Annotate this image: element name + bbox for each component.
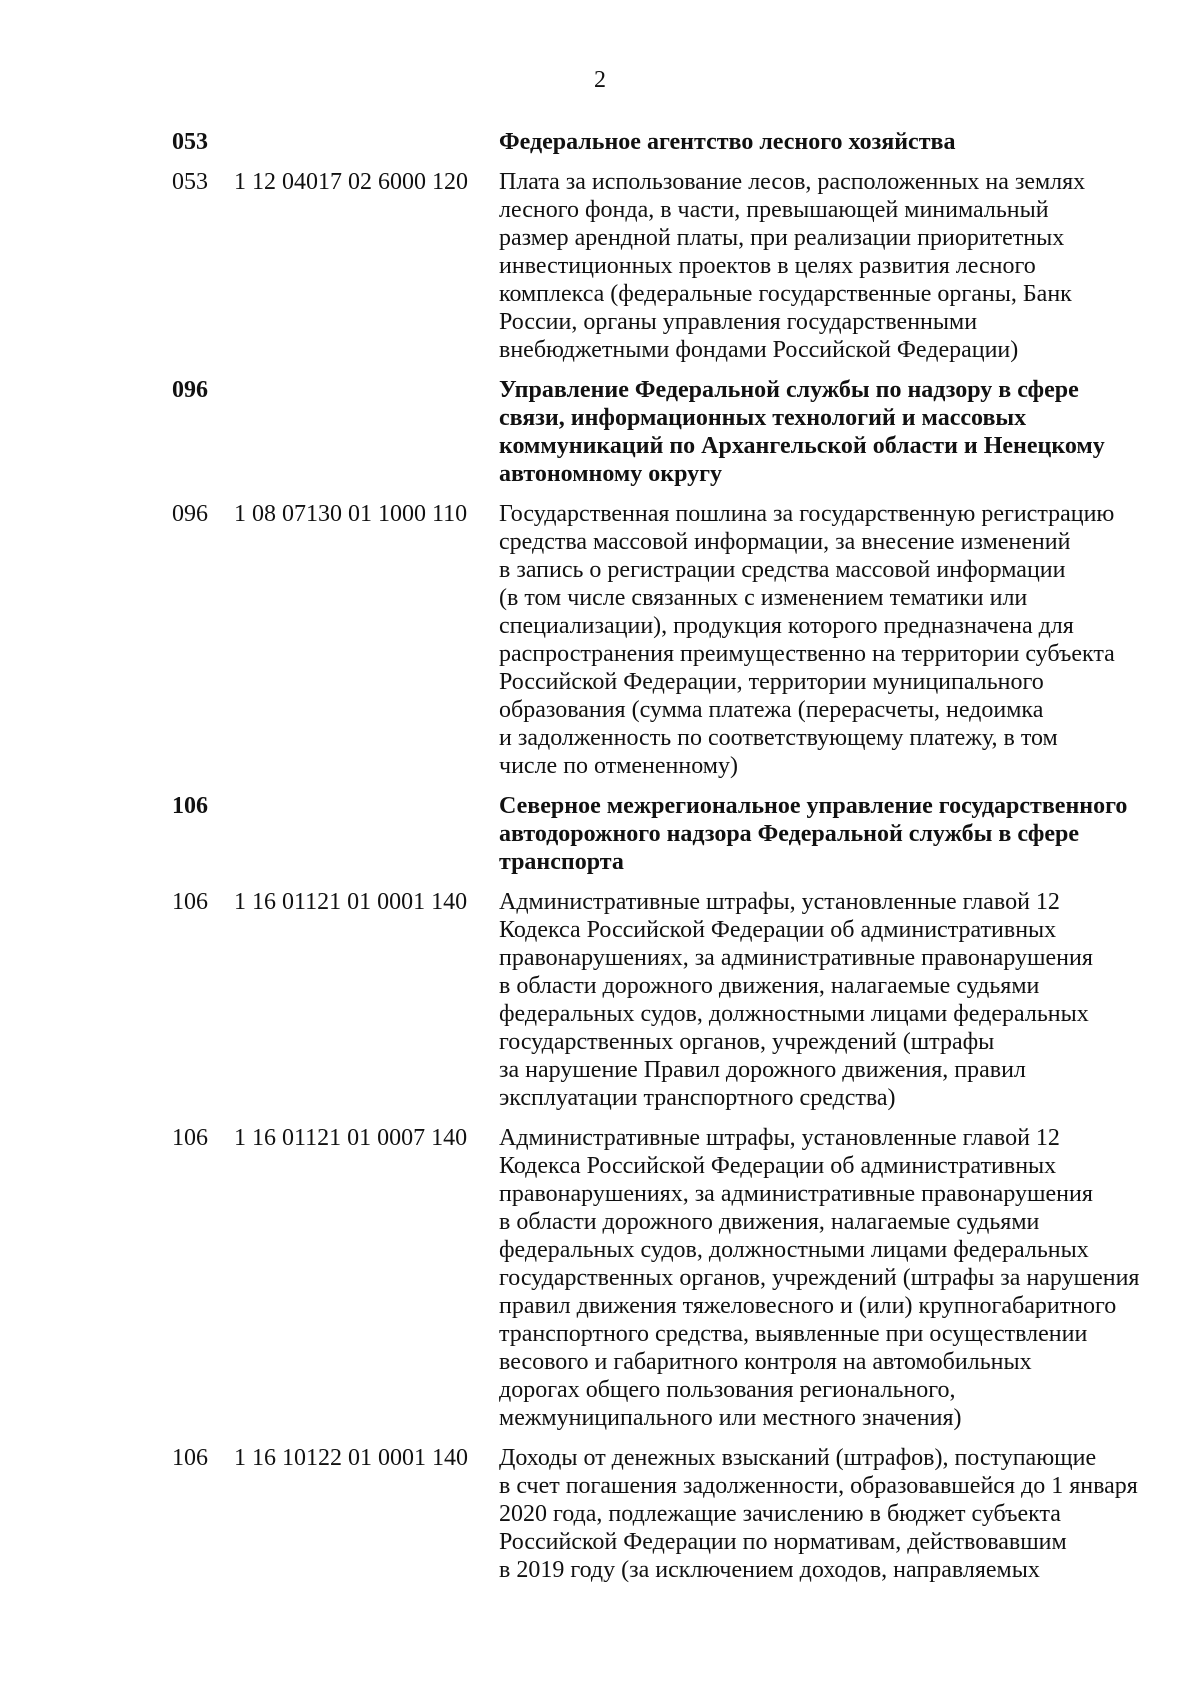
text-line: транспорта [499, 849, 624, 875]
revenue-description [499, 888, 1139, 1124]
text-line: Российской Федерации, территории муниципального [499, 669, 1044, 695]
text-line: федеральных судов, должностными лицами федеральных [499, 1001, 1089, 1027]
text-line: эксплуатации транспортного средства) [499, 1085, 896, 1111]
text-line: Государственная пошлина за государственную регистрацию [499, 501, 1115, 527]
text-line: Управление Федеральной службы по надзору в сфере [499, 377, 1079, 403]
text-line: автономному округу [499, 461, 723, 487]
budget-classification-code: 1 16 10122 01 0001 140 [234, 1445, 468, 1471]
text-line: в запись о регистрации средства массовой информации [499, 557, 1066, 583]
text-line: размер арендной платы, при реализации приоритетных [499, 225, 1065, 251]
budget-classification-code [234, 376, 499, 500]
text-line: распространения преимущественно на территории субъекта [499, 641, 1115, 667]
revenue-description [499, 1444, 1139, 1596]
admin-code: 106 [172, 889, 208, 915]
page-number: 2 [594, 67, 606, 93]
budget-classification-code: 1 16 01121 01 0007 140 [234, 1125, 468, 1151]
text-line: и задолженность по соответствующему платежу, в том [499, 725, 1058, 751]
text-line: специализации), продукция которого предназначена для [499, 613, 1074, 639]
admin-code: 106 [172, 1445, 208, 1471]
admin-code: 053 [172, 169, 208, 195]
text-line: Северное межрегиональное управление государственного [499, 793, 1128, 819]
admin-code: 106 [172, 1125, 208, 1151]
text-line: Административные штрафы, установленные главой 12 [499, 889, 1060, 915]
text-line: образования (сумма платежа (перерасчеты, недоимка [499, 697, 1044, 723]
text-line: числе по отмененному) [499, 753, 738, 779]
agency-name [499, 376, 1139, 500]
revenue-item-row [172, 500, 1139, 792]
text-line: транспортного средства, выявленные при осуществлении [499, 1321, 1088, 1347]
text-line: комплекса (федеральные государственные органы, Банк [499, 281, 1072, 307]
text-line: в области дорожного движения, налагаемые судьями [499, 1209, 1040, 1235]
agency-header-row [172, 128, 1139, 168]
text-line: в 2019 году (за исключением доходов, направляемых [499, 1557, 1040, 1583]
revenue-description [499, 500, 1139, 792]
admin-code: 096 [172, 377, 208, 403]
revenue-codes-table [172, 128, 1139, 1596]
text-line: правонарушениях, за административные правонарушения [499, 945, 1093, 971]
text-line: правонарушениях, за административные правонарушения [499, 1181, 1093, 1207]
revenue-item-row [172, 1124, 1139, 1444]
budget-classification-code: 1 12 04017 02 6000 120 [234, 169, 468, 195]
text-line: (в том числе связанных с изменением тематики или [499, 585, 1028, 611]
text-line: межмуниципального или местного значения) [499, 1405, 962, 1431]
text-line: 2020 года, подлежащие зачислению в бюджет субъекта [499, 1501, 1061, 1527]
agency-header-row [172, 792, 1139, 888]
text-line: внебюджетными фондами Российской Федерации) [499, 337, 1019, 363]
budget-classification-code [234, 128, 499, 168]
text-line: за нарушение Правил дорожного движения, правил [499, 1057, 1026, 1083]
text-line: в счет погашения задолженности, образовавшейся до 1 января [499, 1473, 1138, 1499]
revenue-description [499, 168, 1139, 376]
admin-code: 106 [172, 793, 208, 819]
text-line: государственных органов, учреждений (штрафы за нарушения [499, 1265, 1140, 1291]
budget-classification-code: 1 08 07130 01 1000 110 [234, 501, 468, 527]
text-line: Кодекса Российской Федерации об административных [499, 917, 1057, 943]
text-line: весового и габаритного контроля на автомобильных [499, 1349, 1032, 1375]
text-line: России, органы управления государственными [499, 309, 978, 335]
text-line: дорогах общего пользования регионального, [499, 1377, 956, 1403]
agency-name [499, 128, 1139, 168]
text-line: Плата за использование лесов, расположенных на землях [499, 169, 1086, 195]
text-line: правил движения тяжеловесного и (или) крупногабаритного [499, 1293, 1117, 1319]
revenue-item-row [172, 168, 1139, 376]
text-line: Российской Федерации по нормативам, действовавшим [499, 1529, 1067, 1555]
text-line: государственных органов, учреждений (штрафы [499, 1029, 995, 1055]
admin-code: 053 [172, 129, 208, 155]
budget-classification-code [234, 792, 499, 888]
revenue-item-row [172, 888, 1139, 1124]
budget-classification-code: 1 16 01121 01 0001 140 [234, 889, 468, 915]
revenue-description [499, 1124, 1139, 1444]
text-line: в области дорожного движения, налагаемые судьями [499, 973, 1040, 999]
text-line: средства массовой информации, за внесение изменений [499, 529, 1071, 555]
text-line: федеральных судов, должностными лицами федеральных [499, 1237, 1089, 1263]
text-line: Доходы от денежных взысканий (штрафов), поступающие [499, 1445, 1097, 1471]
text-line: автодорожного надзора Федеральной службы в сфере [499, 821, 1079, 847]
agency-name [499, 792, 1139, 888]
text-line: инвестиционных проектов в целях развития лесного [499, 253, 1036, 279]
agency-header-row [172, 376, 1139, 500]
text-line: Федеральное агентство лесного хозяйства [499, 129, 956, 155]
text-line: Кодекса Российской Федерации об административных [499, 1153, 1057, 1179]
text-line: коммуникаций по Архангельской области и Ненецкому [499, 433, 1105, 459]
text-line: Административные штрафы, установленные главой 12 [499, 1125, 1060, 1151]
revenue-item-row [172, 1444, 1139, 1596]
admin-code: 096 [172, 501, 208, 527]
text-line: лесного фонда, в части, превышающей минимальный [499, 197, 1049, 223]
text-line: связи, информационных технологий и массовых [499, 405, 1027, 431]
